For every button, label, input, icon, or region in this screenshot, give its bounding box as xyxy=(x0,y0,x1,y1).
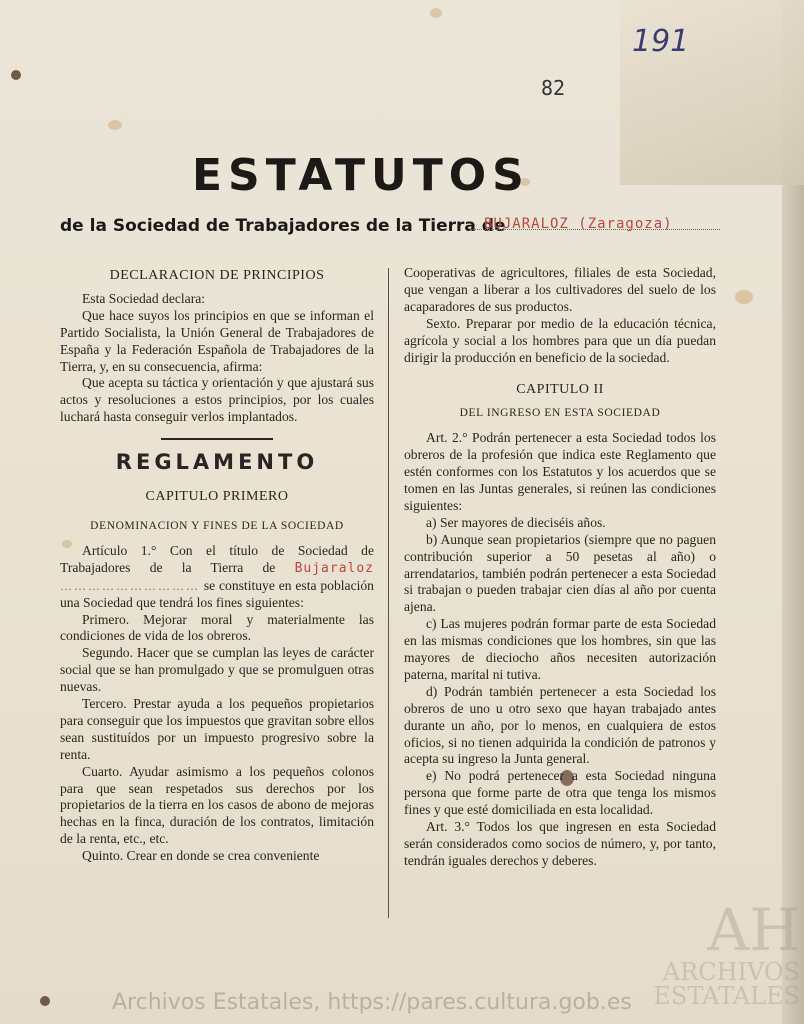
fin-quinto: Quinto. Crear en donde se crea conveniente xyxy=(82,848,320,864)
declaracion-p3: Que acepta su táctica y orientación y que ajustará sus actos y resoluciones a estos principios, por los cuales luchará hasta conseguir verlos implantados. xyxy=(60,375,374,425)
subtitle-prefix: de la Sociedad de Trabajadores de la Tierra de xyxy=(60,216,506,236)
quinto-continuation: Cooperativas de agricultores, filiales de esta Sociedad, que vengan a liberar a los cultivadores del suelo de los acaparadores de sus productos. xyxy=(404,265,716,314)
condicion-a: a) Ser mayores de dieciséis años. xyxy=(426,514,606,530)
declaracion-p1: Esta Sociedad declara: xyxy=(82,290,206,306)
declaracion-p2: Que hace suyos los principios en que se informan el Partido Socialista, la Unión General de Trabajadores de España y la Federación Española de Trabajadores de la Tierra, y, en su consecuencia, afirma: xyxy=(60,307,374,374)
fin-segundo: Segundo. Hacer que se cumplan las leyes de carácter social que se han promulgado y que se promulguen otras nuevas. xyxy=(60,645,374,695)
subtitle-fill: BUJARALOZ (Zaragoza) xyxy=(484,216,673,232)
archive-logo-mark: AH xyxy=(707,896,800,964)
stain xyxy=(108,120,122,130)
capitulo-ii-sub: DEL INGRESO EN ESTA SOCIEDAD xyxy=(459,407,661,420)
condicion-c: c) Las mujeres podrán formar parte de esta Sociedad en las mismas condiciones que los hombres, sin que las mayores de dieciocho años necesiten autorización paterna, marital ni tutiva. xyxy=(404,616,716,682)
stain xyxy=(430,8,442,18)
articulo-2: Art. 2.° Podrán pertenecer a esta Sociedad todos los obreros de la profesión que indica este Reglamento que estén conformes con los Estatutos y los acuerdos que se tomen en las Juntas generales, si reúnen las condiciones siguientes: xyxy=(404,430,716,513)
punch-hole xyxy=(40,996,50,1006)
fin-cuarto: Cuarto. Ayudar asimismo a los pequeños colonos para que sean respetados sus derechos por los propietarios de la tierra en los casos de abono de mejoras hechas en la finca, duración de los contratos, limitación de la renta, etc., etc. xyxy=(60,763,374,847)
capitulo-primero-sub: DENOMINACION Y FINES DE LA SOCIEDAD xyxy=(90,519,344,532)
articulo-3: Art. 3.° Todos los que ingresen en esta Sociedad serán considerados como socios de número, y, por tanto, tendrán iguales derechos y deberes. xyxy=(404,819,716,868)
capitulo-primero: CAPITULO PRIMERO xyxy=(145,489,289,505)
archive-logo-line2: ARCHIVOS xyxy=(662,958,800,986)
document-title: ESTATUTOS xyxy=(192,150,530,201)
stain xyxy=(735,290,753,304)
condicion-b: b) Aunque sean propietarios (siempre que no paguen contribución superior a 50 pesetas al año) o arrendatarios, también podrán pertenecer a esta Sociedad si trabajan o pueden trabajar cien días al año por cuenta ajena. xyxy=(404,531,716,615)
articulo-1-cont: se constituye en esta población una Sociedad que tendrá los fines siguientes: xyxy=(60,577,374,610)
fin-primero: Primero. Mejorar moral y materialmente las condiciones de vida de los obreros. xyxy=(60,611,374,644)
articulo-1-fill: Bujaraloz xyxy=(294,560,375,576)
condicion-e: e) No podrá pertenecer a esta Sociedad ninguna persona que forme parte de otra que tenga los mismos fines y que esté domiciliada en esta localidad. xyxy=(404,768,716,818)
archive-logo-line3: ESTATALES xyxy=(653,982,800,1010)
articulo-1 xyxy=(60,543,374,612)
left-column xyxy=(60,268,374,865)
fin-tercero: Tercero. Prestar ayuda a los pequeños propietarios para conseguir que los impuestos que gravitan sobre ellos sean sustituídos por un impuesto progresivo sobre la renta. xyxy=(60,696,374,762)
fill-dots: ………………………… xyxy=(60,578,200,593)
punch-hole xyxy=(11,70,21,80)
archive-watermark: Archivos Estatales, https://pares.cultura.gob.es xyxy=(112,990,632,1015)
fin-sexto: Sexto. Preparar por medio de la educación técnica, agrícola y social a los hombres para que un día puedan dirigir la producción en beneficio de la sociedad. xyxy=(404,315,716,365)
section-rule xyxy=(161,438,273,440)
reglamento-heading: REGLAMENTO xyxy=(115,450,319,475)
column-divider xyxy=(388,268,389,918)
condicion-d: d) Podrán también pertenecer a esta Sociedad los obreros de uno u otro sexo que hayan trabajado antes durante un año, por lo menos, en cualquiera de estos oficios, si no tienen adquirida la condición de patronos y acepta su ingreso la Junta general. xyxy=(404,683,716,767)
right-column xyxy=(404,265,716,870)
declaracion-heading: DECLARACION DE PRINCIPIOS xyxy=(109,268,325,283)
capitulo-ii: CAPITULO II xyxy=(516,382,604,398)
stamp-number: 82 xyxy=(541,76,566,100)
archive-logo xyxy=(653,896,800,1010)
page-number: 191 xyxy=(632,24,690,59)
articulo-1-start: Artículo 1.° Con el título de Sociedad de Trabajadores de la Tierra de xyxy=(60,542,374,575)
